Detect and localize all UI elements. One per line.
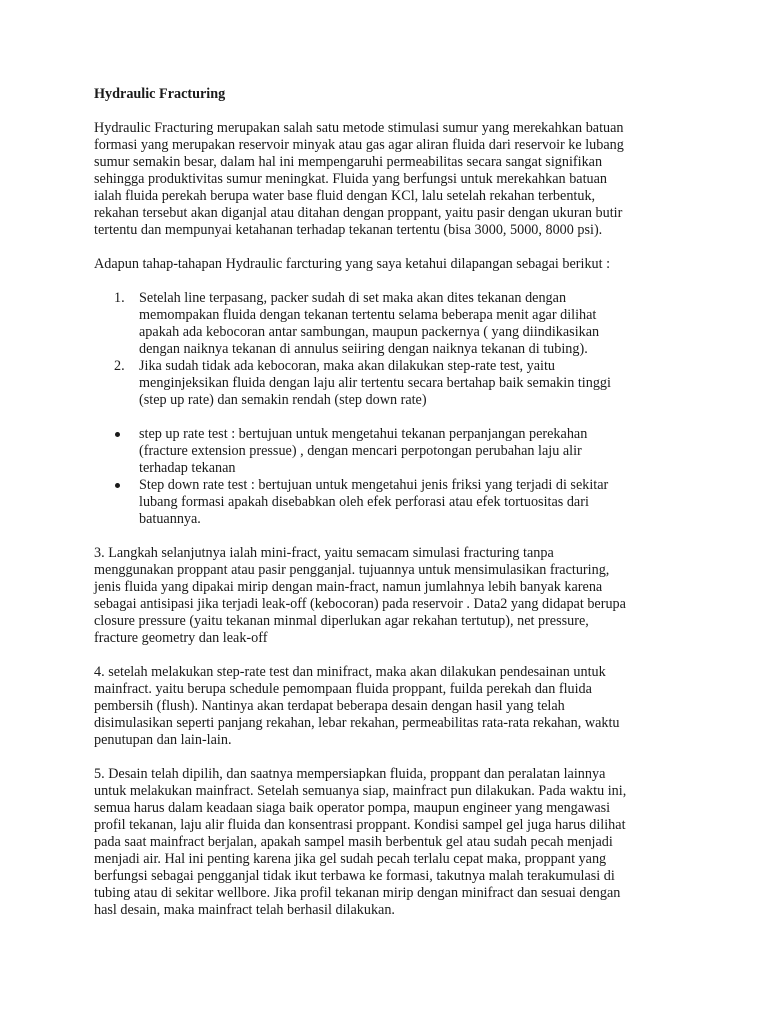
list-number: 2. — [114, 358, 125, 374]
text-line: berfungsi sebagai pengganjal tidak ikut terbawa ke formasi, takutnya malah terakumulasi di — [94, 868, 615, 884]
bullet-list — [94, 426, 684, 528]
paragraph-step-3 — [94, 545, 684, 647]
text-line: 3. Langkah selanjutnya ialah mini-fract, yaitu semacam simulasi fracturing tanpa — [94, 545, 554, 561]
text-line: rekahan tersebut akan diganjal atau ditahan dengan proppant, yaitu pasir dengan ukuran butir — [94, 205, 623, 221]
numbered-steps-list — [94, 290, 684, 409]
document-title: Hydraulic Fracturing — [94, 86, 226, 102]
list-number: 1. — [114, 290, 125, 306]
text-line: tubing atau di sekitar wellbore. Jika profil tekanan mirip dengan minifract dan sesuai dengan — [94, 885, 621, 901]
text-line: profil tekanan, laju alir fluida dan konsentrasi proppant. Kondisi sampel gel juga harus dilihat — [94, 817, 626, 833]
text-line: step up rate test : bertujuan untuk mengetahui tekanan perpanjangan perekahan — [139, 426, 588, 442]
text-line: penutupan dan lain-lain. — [94, 732, 232, 748]
text-line: tertentu dan mempunyai ketahanan terhadap tekanan tertentu (bisa 3000, 5000, 8000 psi). — [94, 222, 603, 238]
text-line: menggunakan proppant atau pasir pengganjal. tujuannya untuk mensimulasikan fracturing, — [94, 562, 610, 578]
text-line: Setelah line terpasang, packer sudah di set maka akan dites tekanan dengan — [139, 290, 567, 306]
text-line: formasi yang merupakan reservoir minyak atau gas agar aliran fluida dari reservoir ke lubang — [94, 137, 624, 153]
intro-paragraph — [94, 120, 684, 239]
bullet-icon — [115, 432, 120, 437]
text-line: sehingga produktivitas sumur meningkat. Fluida yang berfungsi untuk merekahkan batuan — [94, 171, 608, 187]
text-line: batuannya. — [139, 511, 201, 527]
text-line: untuk melakukan mainfract. Setelah semuanya siap, mainfract pun dilakukan. Pada waktu ini, — [94, 783, 627, 799]
text-line: semua harus dalam keadaan siaga baik operator pompa, maupun engineer yang mengawasi — [94, 800, 611, 816]
text-line: sumur semakin besar, dalam hal ini mempengaruhi permeabilitas secara sangat signifikan — [94, 154, 603, 170]
text-line: (step up rate) dan semakin rendah (step down rate) — [139, 392, 427, 408]
text-line: apakah ada kebocoran antar sambungan, maupun packernya ( yang diindikasikan — [139, 324, 600, 340]
text-line: hasl desain, maka mainfract telah berhasil dilakukan. — [94, 902, 395, 918]
text-line: lubang formasi apakah disebabkan oleh efek perforasi atau efek tortuositas dari — [139, 494, 589, 510]
text-line: closure pressure (yaitu tekanan minmal diperlukan agar rekahan tertutup), net pressure, — [94, 613, 589, 629]
list-item — [94, 358, 684, 409]
list-item — [94, 477, 684, 528]
bullet-icon — [115, 483, 120, 488]
text-line: dengan naiknya tekanan di annulus seiiring dengan naiknya tekanan di tubing). — [139, 341, 588, 357]
text-line: fracture geometry dan leak-off — [94, 630, 268, 646]
text-line: terhadap tekanan — [139, 460, 236, 476]
text-line: pada saat mainfract berjalan, apakah sampel masih berbentuk gel atau sudah pecah menjadi — [94, 834, 613, 850]
stages-intro: Adapun tahap-tahapan Hydraulic farcturing yang saya ketahui dilapangan sebagai berikut : — [94, 256, 611, 272]
text-line: pembersih (flush). Nantinya akan terdapat beberapa desain dengan hasil yang telah — [94, 698, 565, 714]
text-line: sebagai antisipasi jika terjadi leak-off (kebocoran) pada reservoir . Data2 yang didapat berupa — [94, 596, 626, 612]
text-line: disimulasikan seperti panjang rekahan, lebar rekahan, permeabilitas rata-rata rekahan, waktu — [94, 715, 620, 731]
text-line: menginjeksikan fluida dengan laju alir tertentu secara bertahap baik semakin tinggi — [139, 375, 611, 391]
text-line: 4. setelah melakukan step-rate test dan minifract, maka akan dilakukan pendesainan untuk — [94, 664, 606, 680]
text-line: jenis fluida yang dipakai mirip dengan main-fract, namun jumlahnya lebih banyak karena — [94, 579, 603, 595]
text-line: Jika sudah tidak ada kebocoran, maka akan dilakukan step-rate test, yaitu — [139, 358, 556, 374]
text-line: Hydraulic Fracturing merupakan salah satu metode stimulasi sumur yang merekahkan batuan — [94, 120, 624, 136]
text-line: memompakan fluida dengan tekanan tertentu selama beberapa menit agar dilihat — [139, 307, 597, 323]
list-item — [94, 426, 684, 477]
list-item — [94, 290, 684, 358]
text-line: ialah fluida perekah berupa water base fluid dengan KCl, lalu setelah rekahan terbentuk, — [94, 188, 596, 204]
paragraph-step-4 — [94, 664, 684, 749]
text-line: Step down rate test : bertujuan untuk mengetahui jenis friksi yang terjadi di sekitar — [139, 477, 609, 493]
text-line: (fracture extension pressue) , dengan mencari perpotongan perubahan laju alir — [139, 443, 582, 459]
document-page — [94, 86, 684, 936]
text-line: mainfract. yaitu berupa schedule pemompaan fluida proppant, fuilda perekah dan fluida — [94, 681, 592, 697]
text-line: menjadi air. Hal ini penting karena jika gel sudah pecah terlalu cepat maka, proppant yang — [94, 851, 607, 867]
paragraph-step-5 — [94, 766, 684, 919]
text-line: 5. Desain telah dipilih, dan saatnya mempersiapkan fluida, proppant dan peralatan lainnya — [94, 766, 606, 782]
